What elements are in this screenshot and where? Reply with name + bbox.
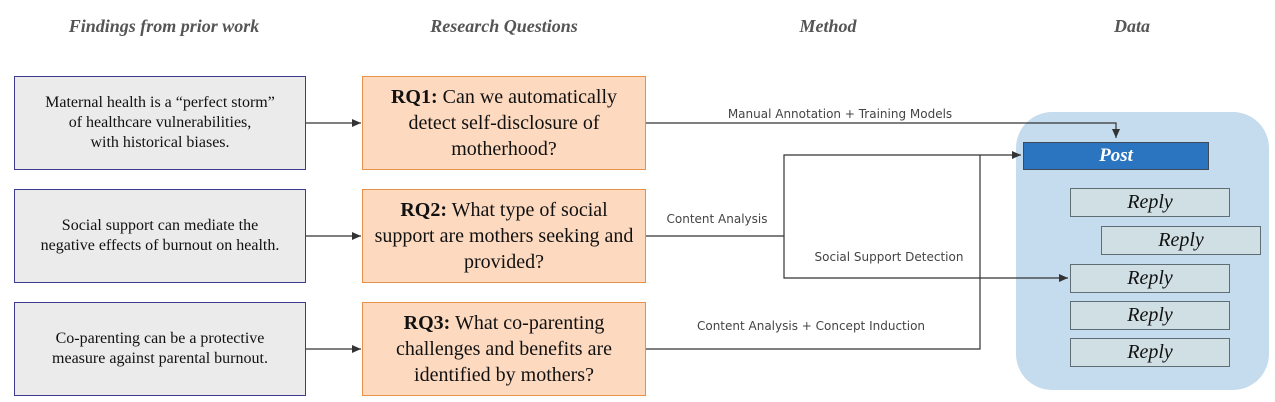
method-label-content: Content Analysis <box>666 212 768 226</box>
method-label-manual: Manual Annotation + Training Models <box>727 107 953 121</box>
reply-box: Reply <box>1070 338 1230 367</box>
header-findings: Findings from prior work <box>68 16 260 36</box>
rq-id: RQ2: <box>400 199 447 221</box>
finding-box-co-parenting <box>14 302 306 396</box>
header-research-questions: Research Questions <box>430 16 578 36</box>
header-data: Data <box>1114 16 1150 36</box>
connector-rq1-to-post <box>646 123 1116 138</box>
finding-text: Social support can mediate the negative effects of burnout on health. <box>40 217 280 254</box>
rq-id: RQ3: <box>403 312 451 334</box>
rq-box-2 <box>362 189 646 283</box>
method-label-concept: Content Analysis + Concept Induction <box>696 319 926 333</box>
rq-box-3 <box>362 302 646 396</box>
rq-box-1 <box>362 76 646 170</box>
rq-text: What co-parenting challenges and benefits are identified by mothers? <box>395 312 612 386</box>
reply-box: Reply <box>1070 188 1230 217</box>
method-label-support: Social Support Detection <box>814 250 964 264</box>
finding-box-maternal-health <box>14 76 306 170</box>
reply-box: Reply <box>1101 226 1261 255</box>
post-box: Post <box>1023 142 1209 170</box>
rq-text: What type of social support are mothers seeking and provided? <box>374 199 634 273</box>
rq-text: Can we automatically detect self-disclosure of motherhood? <box>408 86 618 160</box>
reply-box: Reply <box>1070 264 1230 293</box>
rq-id: RQ1: <box>390 86 438 108</box>
finding-box-social-support <box>14 189 306 283</box>
reply-box: Reply <box>1070 301 1230 330</box>
finding-text: Co-parenting can be a protective measure against parental burnout. <box>52 330 268 367</box>
finding-text: Maternal health is a “perfect storm” of healthcare vulnerabilities, with historical biases. <box>45 94 275 151</box>
header-method: Method <box>799 16 857 36</box>
